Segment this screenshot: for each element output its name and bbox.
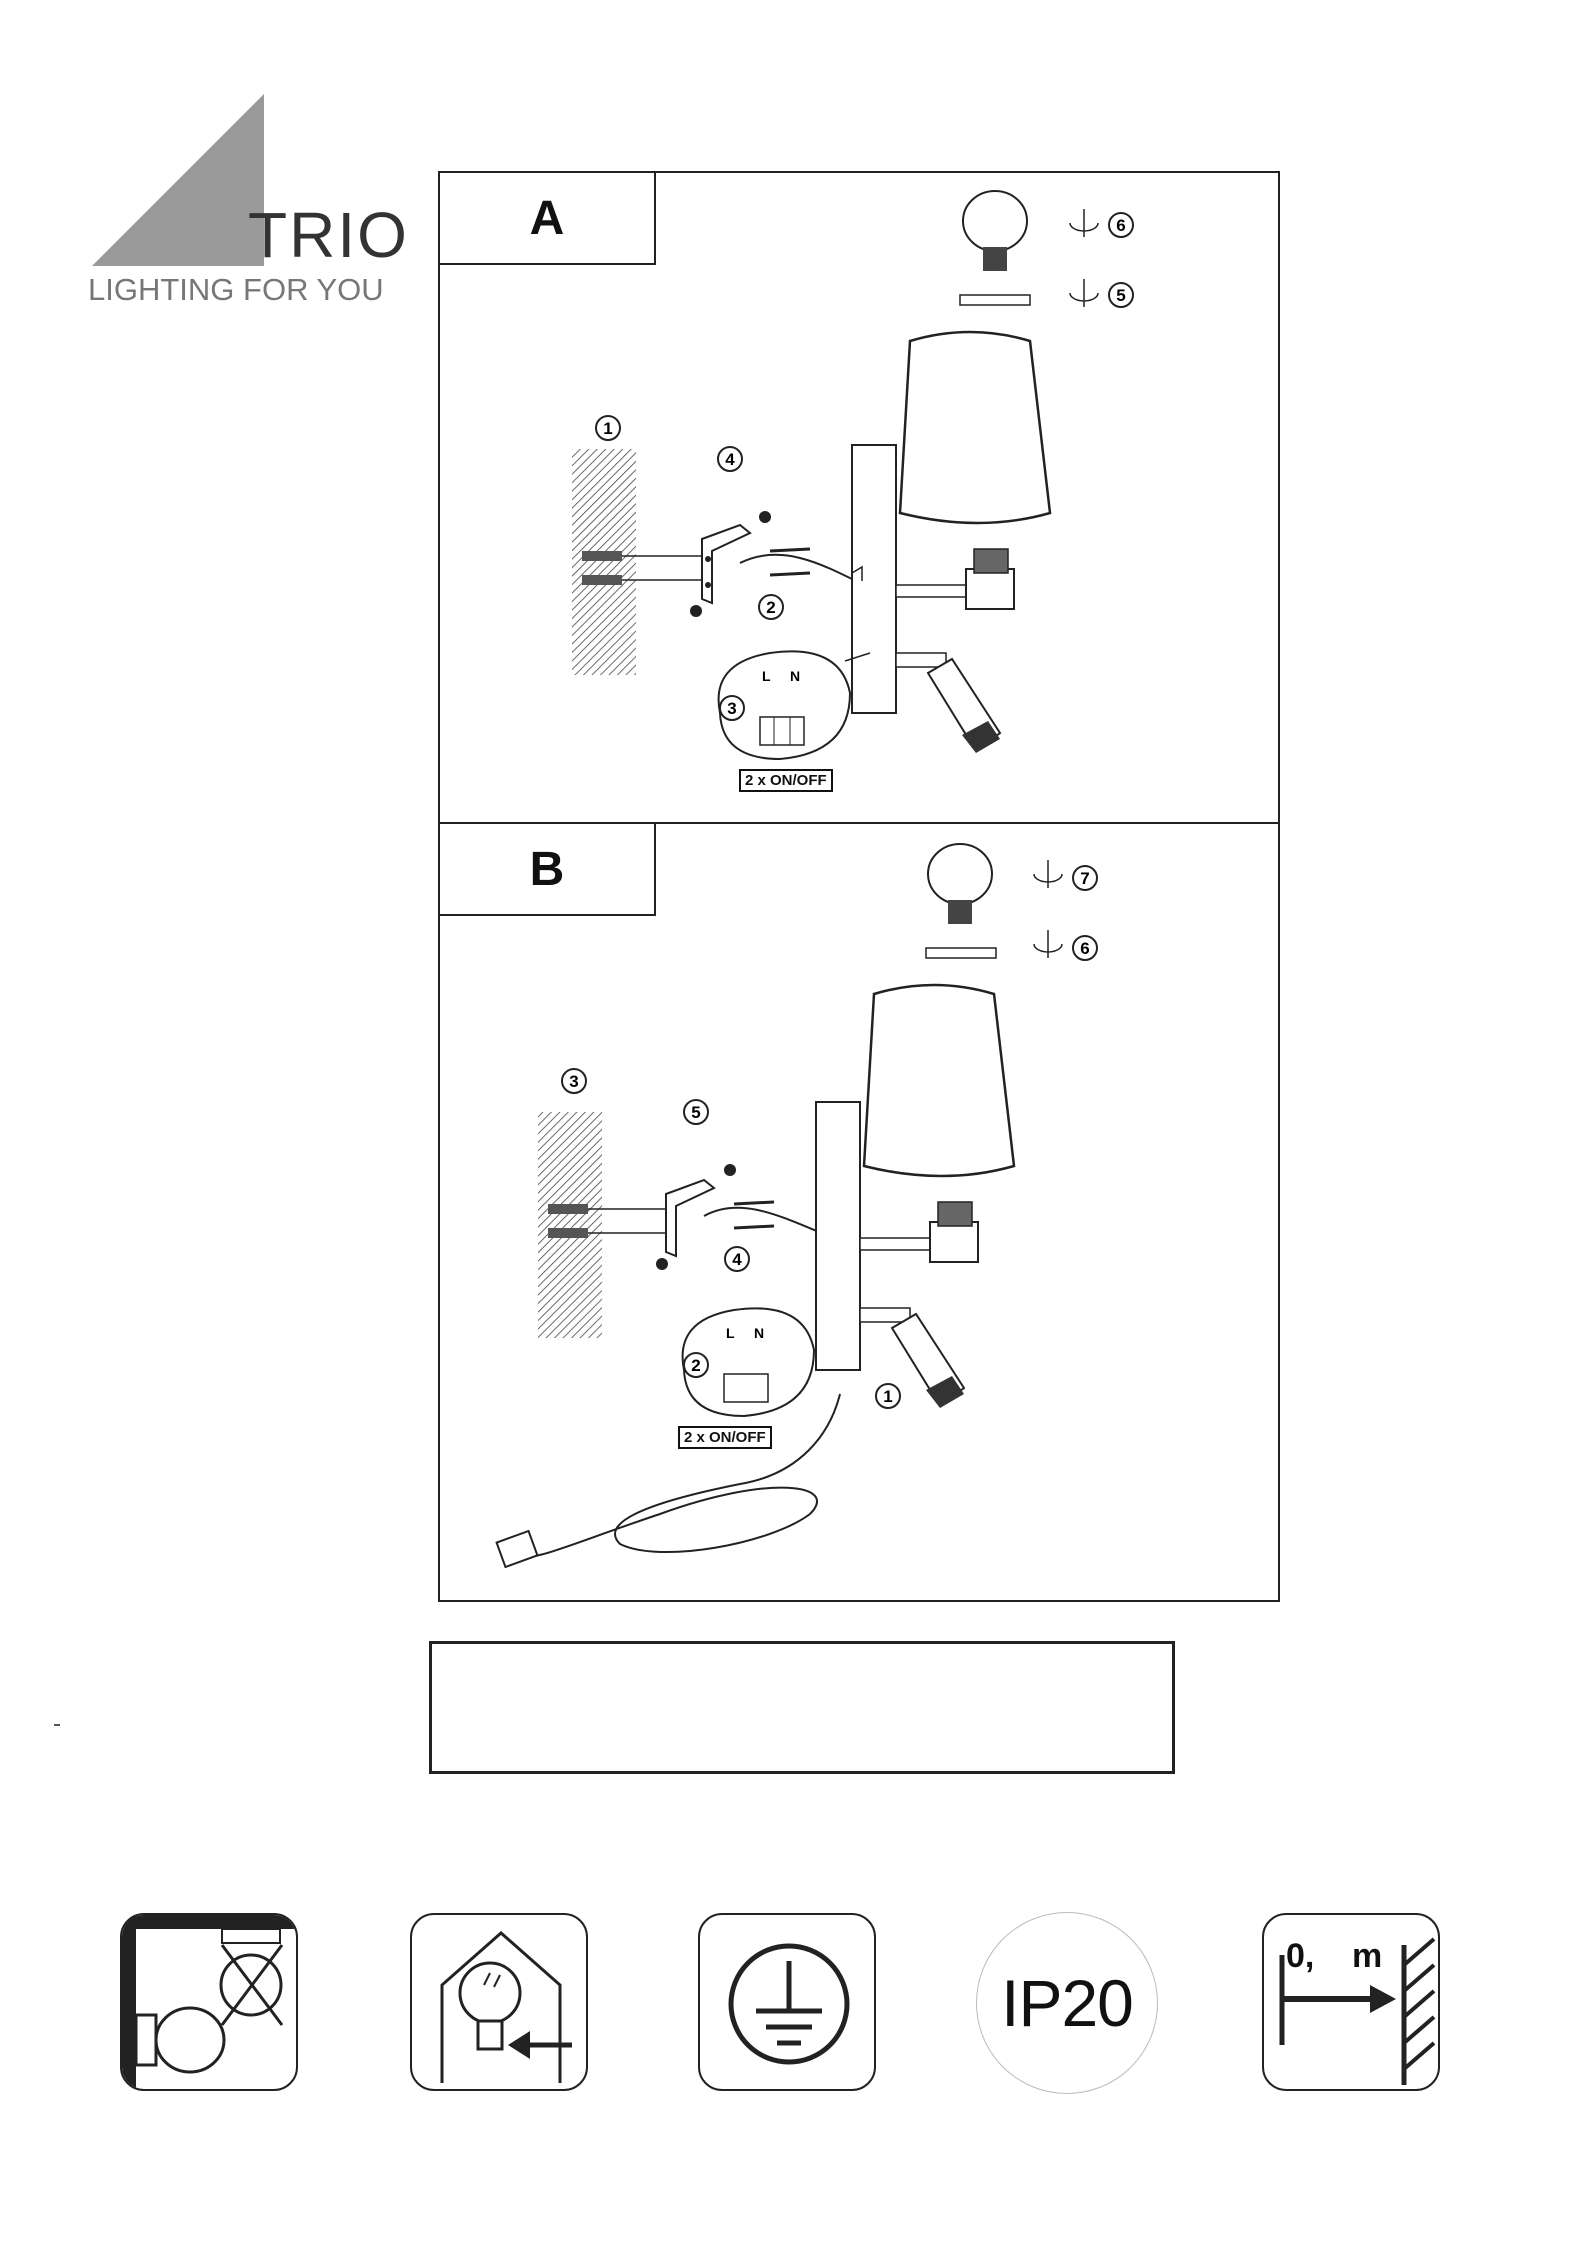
assembly-panel-b	[438, 822, 1280, 1602]
distance-unit: m	[1352, 1937, 1383, 1975]
step-3-b: 3	[569, 1072, 579, 1091]
protective-earth-icon	[698, 1913, 876, 2091]
terminal-label-l: L	[762, 668, 771, 684]
step-6-b: 6	[1080, 939, 1090, 958]
step-6: 6	[1116, 216, 1126, 235]
step-5: 5	[1116, 286, 1126, 305]
terminal-label-n-b: N	[754, 1325, 765, 1341]
ip-rating-icon: IP20	[976, 1912, 1158, 2094]
step-1: 1	[603, 419, 613, 438]
brand-name: TRIO	[248, 199, 409, 271]
switch-label-a: 2 x ON/OFF	[739, 769, 833, 792]
indoor-use-icon	[410, 1913, 588, 2091]
wall-hatch	[572, 449, 636, 675]
page-mark	[54, 1724, 60, 1726]
step-3: 3	[727, 699, 737, 718]
wall-mount-only-icon	[120, 1913, 298, 2091]
panel-label-a: A	[440, 173, 656, 265]
step-2-b: 2	[691, 1356, 701, 1375]
terminal-label-n: N	[790, 668, 801, 684]
distance-value: 0,	[1286, 1937, 1315, 1975]
panel-a-diagram	[440, 173, 1282, 826]
brand-logo	[88, 90, 408, 320]
minimum-distance-icon	[1262, 1913, 1440, 2091]
brand-tagline: LIGHTING FOR YOU	[88, 272, 384, 307]
note-box	[429, 1641, 1175, 1774]
step-7-b: 7	[1080, 869, 1090, 888]
step-5-b: 5	[691, 1103, 701, 1122]
step-1-b: 1	[883, 1387, 893, 1406]
step-4-b: 4	[732, 1250, 742, 1269]
terminal-label-l-b: L	[726, 1325, 735, 1341]
step-2: 2	[766, 598, 776, 617]
panel-label-b: B	[440, 824, 656, 916]
assembly-panel-a	[438, 171, 1280, 824]
panel-b-diagram	[440, 824, 1282, 1604]
step-4: 4	[725, 450, 735, 469]
switch-label-b: 2 x ON/OFF	[678, 1426, 772, 1449]
